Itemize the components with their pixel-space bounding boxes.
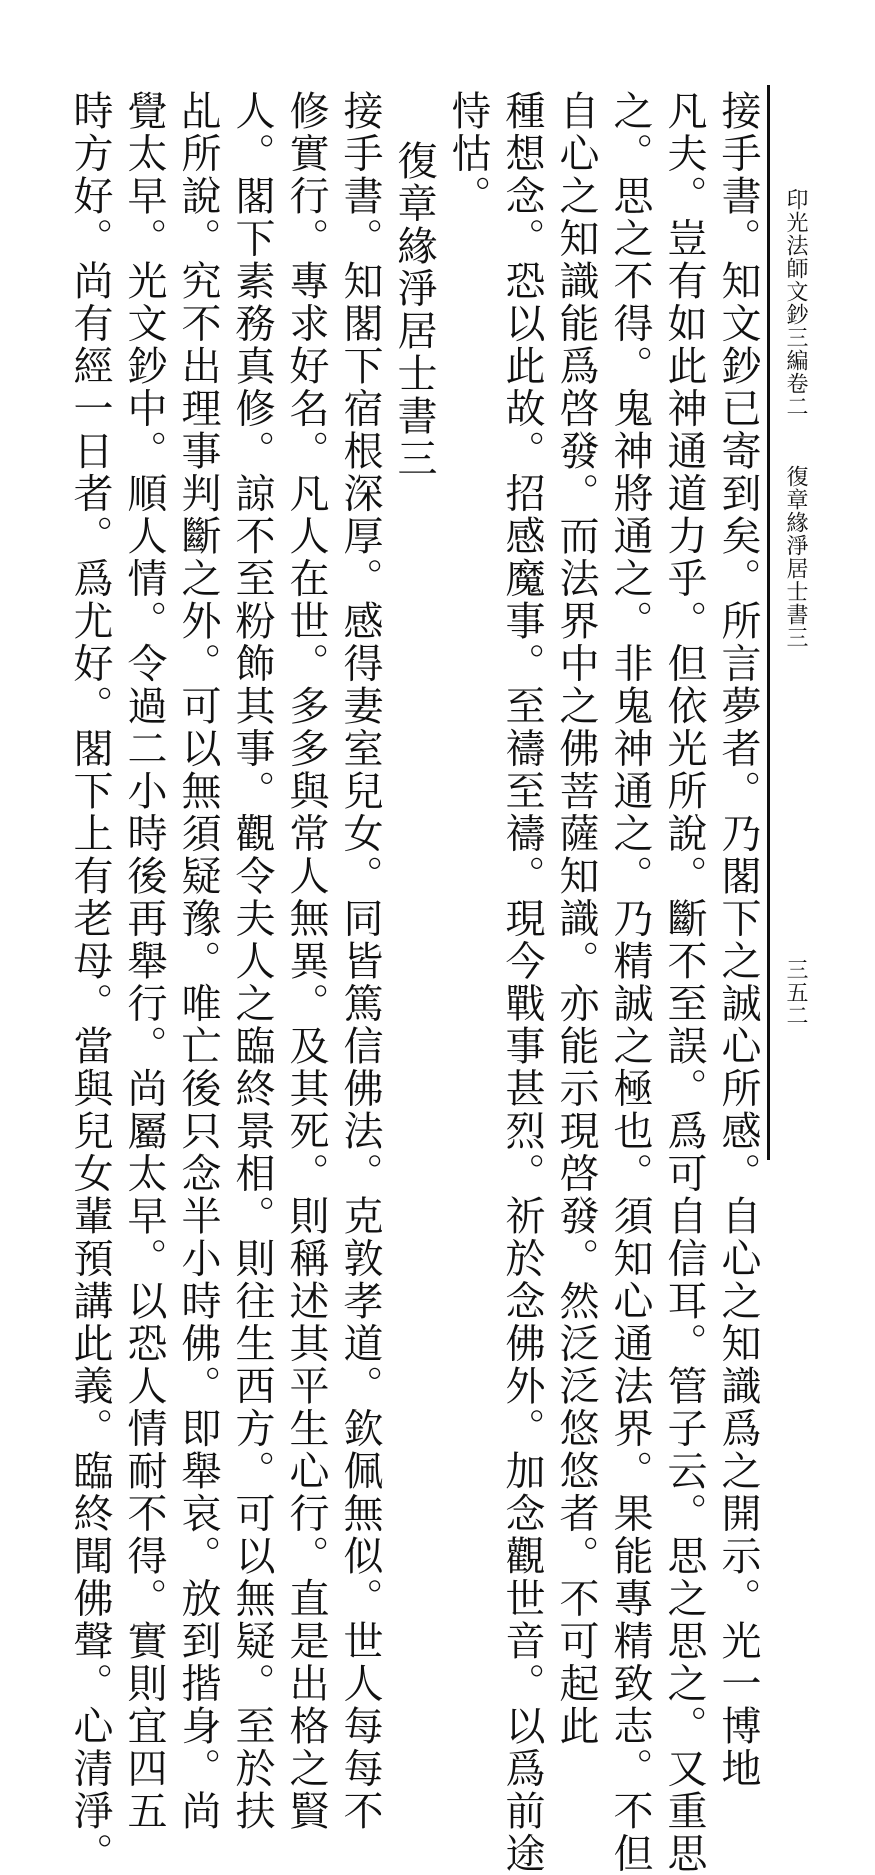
letter-title: 復章緣淨居士書三 — [391, 140, 437, 480]
text-column: 修實行。專求好名。凡人在世。多多與常人無異。及其死。則稱述其平生心行。直是出格之賢 — [283, 90, 329, 1833]
page-number: 三五二 — [783, 958, 808, 1027]
section-title-margin: 復章緣淨居士書三 — [783, 465, 808, 649]
text-column: 自心之知識能爲啓發。而法界中之佛菩薩知識。亦能示現啓發。然泛泛悠悠者。不可起此 — [553, 90, 599, 1748]
text-column: 之。思之不得。鬼神將通之。非鬼神通之。乃精誠之極也。須知心通法界。果能專精致志。不但 — [607, 90, 653, 1875]
margin-rule-line — [767, 85, 770, 1160]
text-column: 接手書。知閣下宿根深厚。感得妻室兒女。同皆篤信佛法。克敦孝道。欽佩無似。世人每每不 — [337, 90, 383, 1833]
text-column: 凡夫。豈有如此神通道力乎。但依光所說。斷不至誤。爲可自信耳。管子云。思之思之。又重思 — [661, 90, 707, 1875]
text-column: 乩所說。究不出理事判斷之外。可以無須疑豫。唯亡後只念半小時佛。即舉哀。放到揩身。尚 — [175, 90, 221, 1833]
text-column: 人。閣下素務真修。諒不至粉飾其事。觀令夫人之臨終景相。則往生西方。可以無疑。至於扶 — [229, 90, 275, 1833]
text-column: 時方好。尚有經一日者。爲尤好。閣下上有老母。當與兒女輩預講此義。臨終聞佛聲。心清淨。 — [67, 90, 113, 1875]
text-column: 覺太早。光文鈔中。順人情。令過二小時後再舉行。尚屬太早。以恐人情耐不得。實則宜四五 — [121, 90, 167, 1833]
book-title: 印光法師文鈔三編卷二 — [783, 188, 808, 418]
text-column: 恃怙。 — [445, 90, 491, 218]
text-column: 種想念。恐以此故。招感魔事。至禱至禱。現今戰事甚烈。祈於念佛外。加念觀世音。以爲前途 — [499, 90, 545, 1875]
text-column: 接手書。知文鈔已寄到矣。所言夢者。乃閣下之誠心所感。自心之知識爲之開示。光一博地 — [715, 90, 761, 1790]
